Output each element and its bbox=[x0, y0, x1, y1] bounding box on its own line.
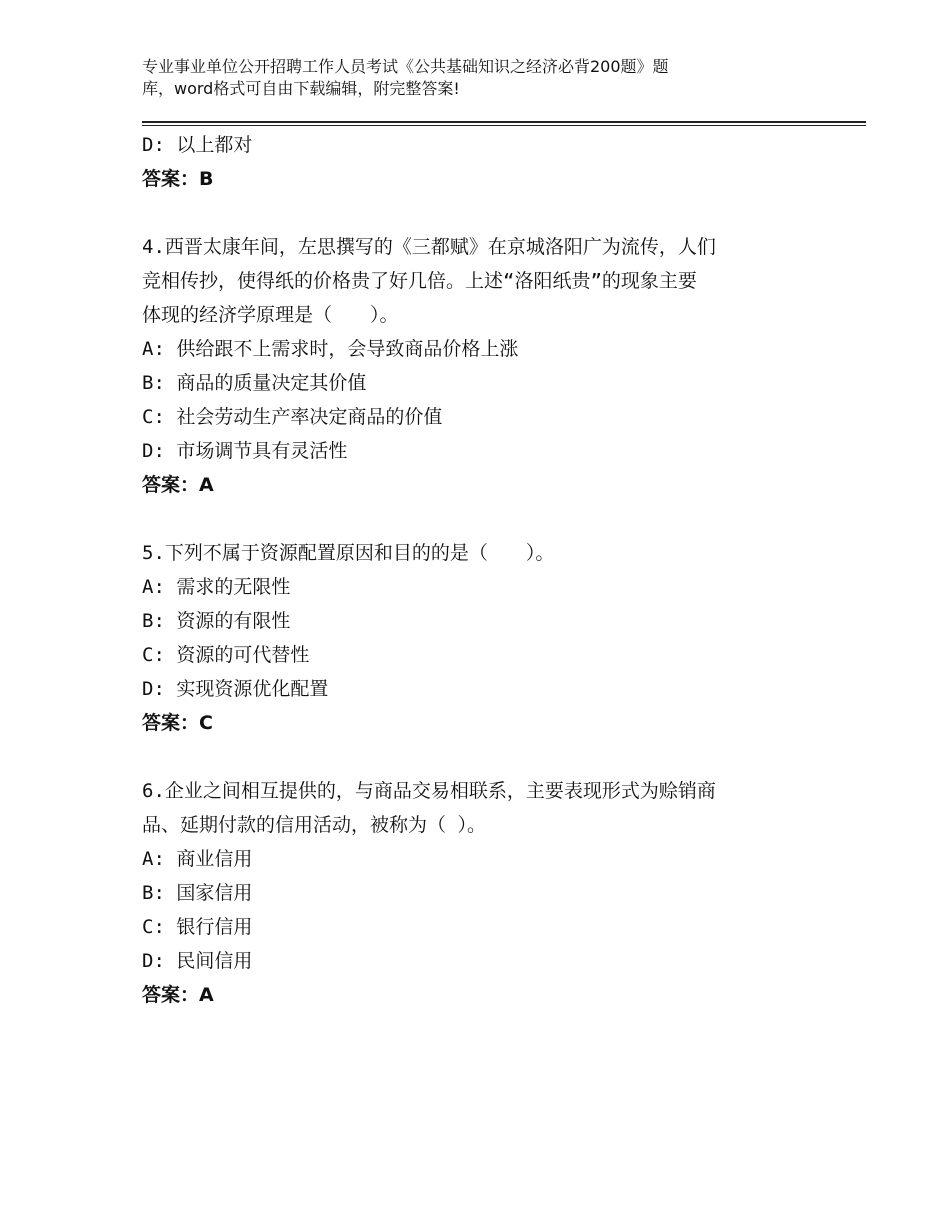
option-b: B: 国家信用 bbox=[142, 882, 253, 904]
document-body bbox=[142, 128, 812, 1012]
question-3-tail bbox=[142, 128, 812, 196]
question-text: 竞相传抄，使得纸的价格贵了好几倍。上述“洛阳纸贵”的现象主要 bbox=[142, 270, 697, 292]
document-header bbox=[142, 56, 782, 100]
answer-label: 答案：B bbox=[142, 168, 214, 190]
spacer bbox=[142, 740, 812, 774]
header-rule-thick bbox=[142, 121, 866, 123]
question-text: 体现的经济学原理是（ ）。 bbox=[142, 304, 399, 326]
option-b: B: 资源的有限性 bbox=[142, 610, 291, 632]
option-c: C: 资源的可代替性 bbox=[142, 644, 310, 666]
question-5 bbox=[142, 536, 812, 740]
spacer bbox=[142, 502, 812, 536]
header-line-1: 专业事业单位公开招聘工作人员考试《公共基础知识之经济必背200题》题 bbox=[142, 57, 669, 76]
option-d: D: 市场调节具有灵活性 bbox=[142, 440, 348, 462]
option-d: D: 以上都对 bbox=[142, 134, 253, 156]
question-text: 4.西晋太康年间，左思撰写的《三都赋》在京城洛阳广为流传，人们 bbox=[142, 236, 716, 258]
spacer bbox=[142, 196, 812, 230]
answer-label: 答案：A bbox=[142, 474, 214, 496]
option-c: C: 社会劳动生产率决定商品的价值 bbox=[142, 406, 443, 428]
answer-label: 答案：A bbox=[142, 984, 214, 1006]
header-rule-thin bbox=[142, 125, 866, 126]
question-text: 6.企业之间相互提供的，与商品交易相联系，主要表现形式为赊销商 bbox=[142, 780, 716, 802]
option-a: A: 供给跟不上需求时，会导致商品价格上涨 bbox=[142, 338, 519, 360]
answer-label: 答案：C bbox=[142, 712, 213, 734]
option-b: B: 商品的质量决定其价值 bbox=[142, 372, 367, 394]
option-c: C: 银行信用 bbox=[142, 916, 253, 938]
header-line-2: 库，word格式可自由下载编辑，附完整答案! bbox=[142, 79, 460, 98]
question-text: 5.下列不属于资源配置原因和目的的是（ ）。 bbox=[142, 542, 555, 564]
question-6 bbox=[142, 774, 812, 1012]
question-text: 品、延期付款的信用活动，被称为（ ）。 bbox=[142, 814, 486, 836]
option-a: A: 需求的无限性 bbox=[142, 576, 291, 598]
option-a: A: 商业信用 bbox=[142, 848, 253, 870]
option-d: D: 实现资源优化配置 bbox=[142, 678, 329, 700]
option-d: D: 民间信用 bbox=[142, 950, 253, 972]
question-4 bbox=[142, 230, 812, 502]
